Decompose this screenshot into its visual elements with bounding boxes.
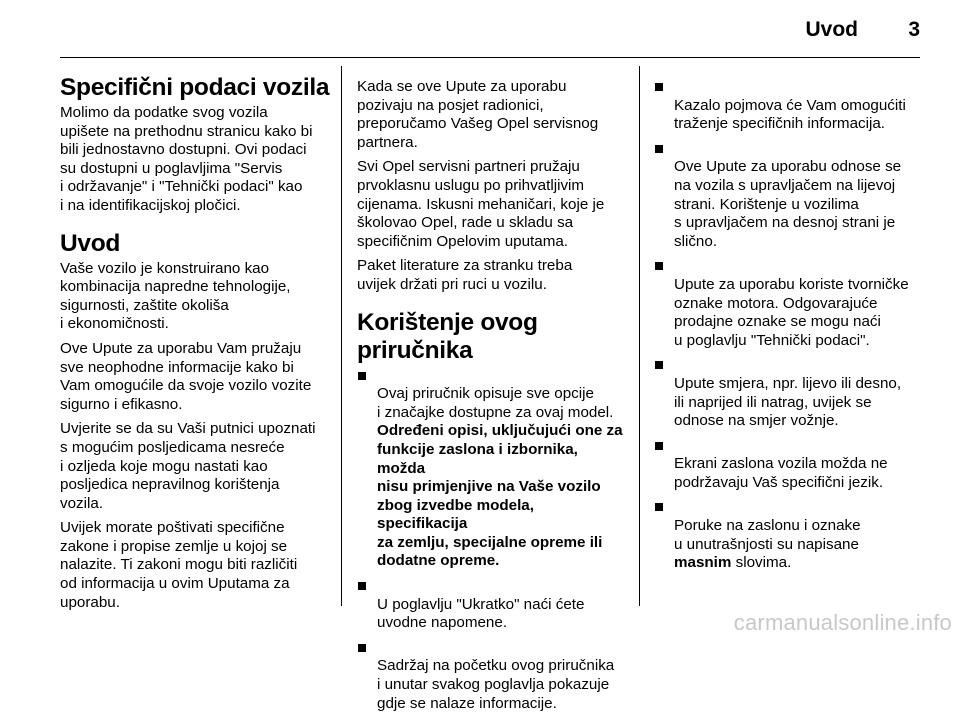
bullet-text: Sadržaj na početku ovog priručnika i unutar svakog poglavlja pokazuje gdje se nalaze informacije. [377, 657, 615, 712]
bullet-text: Kazalo pojmova će Vam omogućiti traženje specifičnih informacija. [674, 96, 906, 133]
list-item [654, 437, 926, 493]
page-header [60, 0, 920, 58]
list-item [654, 78, 926, 134]
bullet-text: Upute smjera, npr. lijevo ili desno, ili naprijed ili natrag, uvijek se odnose na smjer vožnje. [674, 374, 902, 430]
column-1 [60, 62, 330, 618]
square-bullet-icon [655, 361, 663, 369]
header-title: Uvod [805, 18, 858, 41]
paragraph-specific-data: Molimo da podatke svog vozila upišete na prethodnu stranicu kako bi bili jednostavno dostupni. Ovi podaci su dostupni u poglavljima "Servis i održavanje" i "Tehnički podaci" kao i na identifikacijskoj pločici. [60, 104, 313, 214]
watermark: carmanualsonline.info [733, 610, 952, 635]
paragraph-intro-1: Vaše vozilo je konstruirano kao kombinacija napredne tehnologije, sigurnosti, zaštite okoliša i ekonomičnosti. [60, 259, 291, 333]
bullet-text: Upute za uporabu koriste tvorničke oznake motora. Odgovarajuće prodajne oznake se mogu naći u poglavlju "Tehnički podaci". [674, 275, 909, 349]
paragraph-service-partners: Svi Opel servisni partneri pružaju prvoklasnu uslugu po prihvatljivim cijenama. Iskusni mehaničari, koje je školovao Opel, rade u skladu sa specifičnim Opelovim uputama. [357, 158, 605, 250]
list-item [654, 257, 926, 350]
square-bullet-icon [655, 83, 663, 91]
bullet-text: Ekrani zaslona vozila možda ne podržavaju Vaš specifični jezik. [674, 455, 888, 491]
bullet-text: Ovaj priručnik opisuje sve opcije i značajke dostupne za ovaj model. [377, 385, 614, 421]
heading-intro: Uvod [60, 229, 121, 257]
square-bullet-icon [358, 644, 366, 652]
paragraph-intro-4: Uvijek morate poštivati specifične zakone i propise zemlje u kojoj se nalazite. Ti zakoni mogu biti različiti od informacija u ovim Uputama za uporabu. [60, 519, 298, 611]
list-item [357, 577, 627, 633]
paragraph-intro-2: Ove Upute za uporabu Vam pružaju sve neophodne informacije kako bi Vam omogućile da svoje vozilo vozite sigurno i efikasno. [60, 339, 312, 413]
square-bullet-icon [358, 582, 366, 590]
list-item [654, 356, 926, 430]
heading-using-manual: Korištenje ovog priručnika [357, 308, 538, 364]
column-3 [654, 62, 926, 579]
bullet-text-tail: slovima. [731, 554, 792, 572]
bullet-bold-text: Određeni opisi, uključujući one za funkcije zaslona i izbornika, možda nisu primjenjive na Vaše vozilo zbog izvedbe modela, specifikacija za zemlju, specijalne opreme ili dodatne opreme. [377, 422, 623, 570]
list-item [357, 367, 627, 572]
square-bullet-icon [358, 372, 366, 380]
column-divider-2 [639, 66, 640, 606]
bullet-text: Poruke na zaslonu i oznake u unutrašnjosti su napisane [674, 517, 861, 553]
bullet-bold-word: masnim [674, 554, 732, 572]
heading-specific-data: Specifični podaci vozila [60, 74, 330, 101]
header-divider [60, 57, 920, 58]
bullet-text: U poglavlju "Ukratko" naći ćete uvodne napomene. [377, 595, 585, 632]
square-bullet-icon [655, 262, 663, 270]
square-bullet-icon [655, 145, 663, 153]
column-2 [357, 62, 627, 719]
paragraph-intro-3: Uvjerite se da su Vaši putnici upoznati s mogućim posljedicama nesreće i ozljeda koje mogu nastati kao posljedica nepravilnog korištenja vozila. [60, 420, 316, 512]
bullet-text: Ove Upute za uporabu odnose se na vozila s upravljačem na lijevoj strani. Korištenje u vozilima s upravljačem na desnoj strani je slično. [674, 158, 902, 250]
page-number: 3 [908, 18, 920, 41]
list-item [654, 498, 926, 572]
list-item [357, 639, 627, 713]
list-item [654, 140, 926, 252]
square-bullet-icon [655, 503, 663, 511]
square-bullet-icon [655, 442, 663, 450]
paragraph-workshop: Kada se ove Upute za uporabu pozivaju na posjet radionici, preporučamo Vašeg Opel servisnog partnera. [357, 78, 599, 151]
column-divider-1 [341, 66, 342, 606]
paragraph-literature: Paket literature za stranku treba uvijek držati pri ruci u vozilu. [357, 257, 573, 293]
